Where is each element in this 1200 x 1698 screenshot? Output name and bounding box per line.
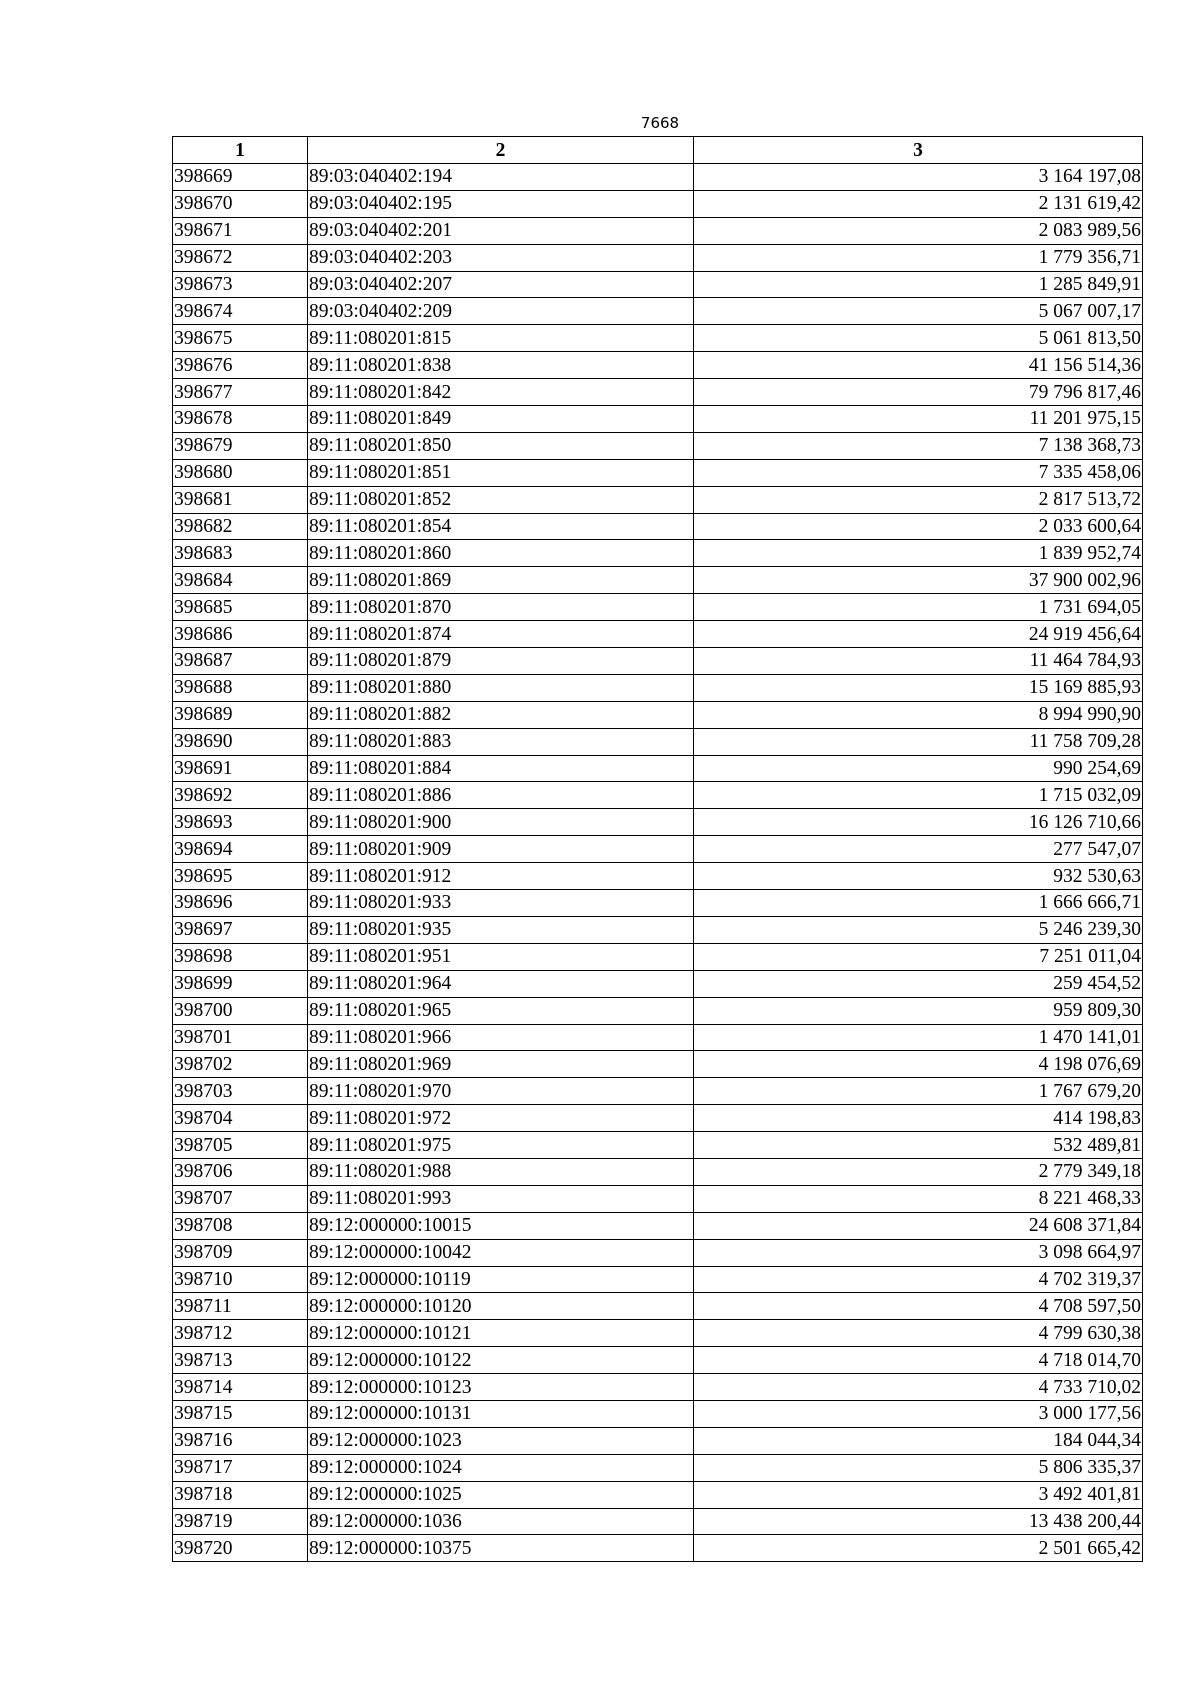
cadastral-number-cell: 89:03:040402:194 xyxy=(308,164,694,191)
table-row xyxy=(173,513,1143,540)
row-number-cell: 398686 xyxy=(173,621,308,648)
cadastral-value-cell: 414 198,83 xyxy=(694,1105,1143,1132)
cadastral-value-cell: 5 067 007,17 xyxy=(694,298,1143,325)
table-row xyxy=(173,916,1143,943)
table-row xyxy=(173,459,1143,486)
table-row xyxy=(173,1320,1143,1347)
cadastral-value-cell: 990 254,69 xyxy=(694,755,1143,782)
table-row xyxy=(173,1481,1143,1508)
cadastral-value-cell: 2 501 665,42 xyxy=(694,1535,1143,1562)
row-number-cell: 398674 xyxy=(173,298,308,325)
cadastral-value-cell: 4 718 014,70 xyxy=(694,1347,1143,1374)
cadastral-value-cell: 184 044,34 xyxy=(694,1427,1143,1454)
table-row xyxy=(173,782,1143,809)
cadastral-number-cell: 89:11:080201:850 xyxy=(308,432,694,459)
cadastral-number-cell: 89:11:080201:874 xyxy=(308,621,694,648)
cadastral-value-cell: 1 666 666,71 xyxy=(694,890,1143,917)
cadastral-value-cell: 959 809,30 xyxy=(694,997,1143,1024)
table-row xyxy=(173,997,1143,1024)
cadastral-value-cell: 1 767 679,20 xyxy=(694,1078,1143,1105)
row-number-cell: 398696 xyxy=(173,890,308,917)
cadastral-number-cell: 89:03:040402:207 xyxy=(308,271,694,298)
table-row xyxy=(173,648,1143,675)
cadastral-value-cell: 8 994 990,90 xyxy=(694,701,1143,728)
cadastral-value-cell: 932 530,63 xyxy=(694,863,1143,890)
table-row xyxy=(173,970,1143,997)
cadastral-number-cell: 89:12:000000:10120 xyxy=(308,1293,694,1320)
cadastral-value-cell: 11 758 709,28 xyxy=(694,728,1143,755)
table-row xyxy=(173,1535,1143,1562)
row-number-cell: 398719 xyxy=(173,1508,308,1535)
row-number-cell: 398680 xyxy=(173,459,308,486)
row-number-cell: 398682 xyxy=(173,513,308,540)
cadastral-number-cell: 89:11:080201:879 xyxy=(308,648,694,675)
cadastral-number-cell: 89:11:080201:869 xyxy=(308,567,694,594)
cadastral-number-cell: 89:12:000000:10042 xyxy=(308,1239,694,1266)
table-row xyxy=(173,244,1143,271)
cadastral-value-cell: 4 708 597,50 xyxy=(694,1293,1143,1320)
table-row xyxy=(173,809,1143,836)
cadastral-value-cell: 1 731 694,05 xyxy=(694,594,1143,621)
cadastral-number-cell: 89:11:080201:870 xyxy=(308,594,694,621)
cadastral-value-cell: 3 000 177,56 xyxy=(694,1400,1143,1427)
table-body xyxy=(173,164,1143,1562)
table-row xyxy=(173,486,1143,513)
row-number-cell: 398714 xyxy=(173,1374,308,1401)
row-number-cell: 398683 xyxy=(173,540,308,567)
cadastral-value-cell: 7 335 458,06 xyxy=(694,459,1143,486)
cadastral-number-cell: 89:11:080201:970 xyxy=(308,1078,694,1105)
row-number-cell: 398671 xyxy=(173,217,308,244)
row-number-cell: 398694 xyxy=(173,836,308,863)
cadastral-number-cell: 89:11:080201:815 xyxy=(308,325,694,352)
cadastral-value-cell: 3 098 664,97 xyxy=(694,1239,1143,1266)
cadastral-number-cell: 89:03:040402:209 xyxy=(308,298,694,325)
row-number-cell: 398718 xyxy=(173,1481,308,1508)
table-row xyxy=(173,594,1143,621)
cadastral-value-cell: 16 126 710,66 xyxy=(694,809,1143,836)
cadastral-number-cell: 89:11:080201:854 xyxy=(308,513,694,540)
table-row xyxy=(173,1185,1143,1212)
table-row xyxy=(173,1132,1143,1159)
column-header-1: 1 xyxy=(173,137,308,164)
cadastral-number-cell: 89:11:080201:880 xyxy=(308,674,694,701)
cadastral-value-cell: 1 779 356,71 xyxy=(694,244,1143,271)
cadastral-number-cell: 89:12:000000:1025 xyxy=(308,1481,694,1508)
cadastral-value-cell: 7 251 011,04 xyxy=(694,943,1143,970)
row-number-cell: 398701 xyxy=(173,1024,308,1051)
row-number-cell: 398681 xyxy=(173,486,308,513)
table-row xyxy=(173,379,1143,406)
row-number-cell: 398705 xyxy=(173,1132,308,1159)
cadastral-value-cell: 4 733 710,02 xyxy=(694,1374,1143,1401)
cadastral-number-cell: 89:11:080201:975 xyxy=(308,1132,694,1159)
cadastral-value-table xyxy=(172,136,1143,1562)
column-header-2: 2 xyxy=(308,137,694,164)
table-row xyxy=(173,432,1143,459)
table-row xyxy=(173,1051,1143,1078)
cadastral-value-cell: 1 839 952,74 xyxy=(694,540,1143,567)
cadastral-number-cell: 89:11:080201:969 xyxy=(308,1051,694,1078)
cadastral-number-cell: 89:11:080201:993 xyxy=(308,1185,694,1212)
table-row xyxy=(173,325,1143,352)
table-row xyxy=(173,863,1143,890)
table-row xyxy=(173,701,1143,728)
row-number-cell: 398693 xyxy=(173,809,308,836)
cadastral-value-cell: 24 919 456,64 xyxy=(694,621,1143,648)
row-number-cell: 398720 xyxy=(173,1535,308,1562)
row-number-cell: 398698 xyxy=(173,943,308,970)
cadastral-number-cell: 89:12:000000:1024 xyxy=(308,1454,694,1481)
row-number-cell: 398669 xyxy=(173,164,308,191)
cadastral-value-cell: 15 169 885,93 xyxy=(694,674,1143,701)
row-number-cell: 398673 xyxy=(173,271,308,298)
cadastral-value-cell: 1 285 849,91 xyxy=(694,271,1143,298)
cadastral-value-cell: 532 489,81 xyxy=(694,1132,1143,1159)
cadastral-number-cell: 89:12:000000:10121 xyxy=(308,1320,694,1347)
cadastral-number-cell: 89:11:080201:935 xyxy=(308,916,694,943)
table-row xyxy=(173,1347,1143,1374)
row-number-cell: 398709 xyxy=(173,1239,308,1266)
row-number-cell: 398710 xyxy=(173,1266,308,1293)
cadastral-value-cell: 4 799 630,38 xyxy=(694,1320,1143,1347)
cadastral-number-cell: 89:11:080201:909 xyxy=(308,836,694,863)
cadastral-number-cell: 89:11:080201:912 xyxy=(308,863,694,890)
cadastral-number-cell: 89:12:000000:10123 xyxy=(308,1374,694,1401)
cadastral-number-cell: 89:03:040402:203 xyxy=(308,244,694,271)
cadastral-value-cell: 11 464 784,93 xyxy=(694,648,1143,675)
row-number-cell: 398700 xyxy=(173,997,308,1024)
cadastral-value-cell: 277 547,07 xyxy=(694,836,1143,863)
row-number-cell: 398717 xyxy=(173,1454,308,1481)
row-number-cell: 398708 xyxy=(173,1212,308,1239)
table-row xyxy=(173,406,1143,433)
cadastral-number-cell: 89:12:000000:10015 xyxy=(308,1212,694,1239)
cadastral-value-cell: 1 715 032,09 xyxy=(694,782,1143,809)
cadastral-value-cell: 2 817 513,72 xyxy=(694,486,1143,513)
row-number-cell: 398687 xyxy=(173,648,308,675)
table-row xyxy=(173,943,1143,970)
cadastral-value-cell: 2 033 600,64 xyxy=(694,513,1143,540)
row-number-cell: 398672 xyxy=(173,244,308,271)
cadastral-number-cell: 89:11:080201:851 xyxy=(308,459,694,486)
row-number-cell: 398689 xyxy=(173,701,308,728)
cadastral-value-cell: 24 608 371,84 xyxy=(694,1212,1143,1239)
table-row xyxy=(173,1158,1143,1185)
cadastral-value-cell: 79 796 817,46 xyxy=(694,379,1143,406)
table-row xyxy=(173,1293,1143,1320)
cadastral-number-cell: 89:11:080201:838 xyxy=(308,352,694,379)
cadastral-number-cell: 89:11:080201:933 xyxy=(308,890,694,917)
page-number: 7668 xyxy=(640,114,680,132)
cadastral-value-cell: 2 779 349,18 xyxy=(694,1158,1143,1185)
column-header-3: 3 xyxy=(694,137,1143,164)
table-row xyxy=(173,1212,1143,1239)
cadastral-value-cell: 3 492 401,81 xyxy=(694,1481,1143,1508)
cadastral-number-cell: 89:11:080201:965 xyxy=(308,997,694,1024)
table-row xyxy=(173,540,1143,567)
row-number-cell: 398706 xyxy=(173,1158,308,1185)
cadastral-number-cell: 89:11:080201:842 xyxy=(308,379,694,406)
table-row xyxy=(173,890,1143,917)
row-number-cell: 398702 xyxy=(173,1051,308,1078)
cadastral-number-cell: 89:11:080201:860 xyxy=(308,540,694,567)
table-header-row xyxy=(173,137,1143,164)
row-number-cell: 398713 xyxy=(173,1347,308,1374)
row-number-cell: 398684 xyxy=(173,567,308,594)
cadastral-number-cell: 89:11:080201:849 xyxy=(308,406,694,433)
cadastral-number-cell: 89:11:080201:964 xyxy=(308,970,694,997)
table-row xyxy=(173,1105,1143,1132)
table-row xyxy=(173,217,1143,244)
cadastral-number-cell: 89:12:000000:1036 xyxy=(308,1508,694,1535)
cadastral-value-cell: 3 164 197,08 xyxy=(694,164,1143,191)
table-row xyxy=(173,190,1143,217)
cadastral-number-cell: 89:11:080201:988 xyxy=(308,1158,694,1185)
table-row xyxy=(173,1454,1143,1481)
cadastral-value-cell: 41 156 514,36 xyxy=(694,352,1143,379)
table-row xyxy=(173,567,1143,594)
cadastral-number-cell: 89:11:080201:900 xyxy=(308,809,694,836)
table-row xyxy=(173,621,1143,648)
row-number-cell: 398715 xyxy=(173,1400,308,1427)
cadastral-number-cell: 89:11:080201:882 xyxy=(308,701,694,728)
row-number-cell: 398712 xyxy=(173,1320,308,1347)
row-number-cell: 398679 xyxy=(173,432,308,459)
table-row xyxy=(173,1266,1143,1293)
cadastral-value-cell: 259 454,52 xyxy=(694,970,1143,997)
row-number-cell: 398678 xyxy=(173,406,308,433)
cadastral-number-cell: 89:11:080201:852 xyxy=(308,486,694,513)
row-number-cell: 398704 xyxy=(173,1105,308,1132)
cadastral-number-cell: 89:11:080201:951 xyxy=(308,943,694,970)
row-number-cell: 398697 xyxy=(173,916,308,943)
table-row xyxy=(173,836,1143,863)
table-row xyxy=(173,674,1143,701)
table-row xyxy=(173,755,1143,782)
cadastral-number-cell: 89:12:000000:10122 xyxy=(308,1347,694,1374)
table-row xyxy=(173,1427,1143,1454)
row-number-cell: 398670 xyxy=(173,190,308,217)
cadastral-value-cell: 7 138 368,73 xyxy=(694,432,1143,459)
cadastral-number-cell: 89:12:000000:1023 xyxy=(308,1427,694,1454)
cadastral-number-cell: 89:11:080201:884 xyxy=(308,755,694,782)
cadastral-value-cell: 5 246 239,30 xyxy=(694,916,1143,943)
row-number-cell: 398703 xyxy=(173,1078,308,1105)
cadastral-value-cell: 4 702 319,37 xyxy=(694,1266,1143,1293)
row-number-cell: 398691 xyxy=(173,755,308,782)
cadastral-value-cell: 4 198 076,69 xyxy=(694,1051,1143,1078)
table-row xyxy=(173,164,1143,191)
table-row xyxy=(173,728,1143,755)
table-row xyxy=(173,298,1143,325)
row-number-cell: 398685 xyxy=(173,594,308,621)
cadastral-number-cell: 89:11:080201:883 xyxy=(308,728,694,755)
cadastral-value-cell: 37 900 002,96 xyxy=(694,567,1143,594)
row-number-cell: 398692 xyxy=(173,782,308,809)
row-number-cell: 398675 xyxy=(173,325,308,352)
table-row xyxy=(173,271,1143,298)
row-number-cell: 398690 xyxy=(173,728,308,755)
row-number-cell: 398676 xyxy=(173,352,308,379)
cadastral-number-cell: 89:11:080201:972 xyxy=(308,1105,694,1132)
cadastral-number-cell: 89:12:000000:10375 xyxy=(308,1535,694,1562)
row-number-cell: 398699 xyxy=(173,970,308,997)
table-row xyxy=(173,1508,1143,1535)
cadastral-value-cell: 5 806 335,37 xyxy=(694,1454,1143,1481)
table-row xyxy=(173,1024,1143,1051)
row-number-cell: 398711 xyxy=(173,1293,308,1320)
table-row xyxy=(173,1400,1143,1427)
cadastral-value-cell: 5 061 813,50 xyxy=(694,325,1143,352)
cadastral-number-cell: 89:03:040402:195 xyxy=(308,190,694,217)
cadastral-value-cell: 1 470 141,01 xyxy=(694,1024,1143,1051)
row-number-cell: 398677 xyxy=(173,379,308,406)
row-number-cell: 398688 xyxy=(173,674,308,701)
cadastral-number-cell: 89:03:040402:201 xyxy=(308,217,694,244)
cadastral-number-cell: 89:12:000000:10119 xyxy=(308,1266,694,1293)
row-number-cell: 398716 xyxy=(173,1427,308,1454)
table-row xyxy=(173,352,1143,379)
table-row xyxy=(173,1078,1143,1105)
cadastral-value-cell: 2 131 619,42 xyxy=(694,190,1143,217)
row-number-cell: 398695 xyxy=(173,863,308,890)
cadastral-value-cell: 8 221 468,33 xyxy=(694,1185,1143,1212)
row-number-cell: 398707 xyxy=(173,1185,308,1212)
table-row xyxy=(173,1374,1143,1401)
table-row xyxy=(173,1239,1143,1266)
cadastral-value-cell: 13 438 200,44 xyxy=(694,1508,1143,1535)
cadastral-number-cell: 89:11:080201:886 xyxy=(308,782,694,809)
cadastral-value-cell: 11 201 975,15 xyxy=(694,406,1143,433)
cadastral-number-cell: 89:11:080201:966 xyxy=(308,1024,694,1051)
cadastral-value-cell: 2 083 989,56 xyxy=(694,217,1143,244)
cadastral-number-cell: 89:12:000000:10131 xyxy=(308,1400,694,1427)
